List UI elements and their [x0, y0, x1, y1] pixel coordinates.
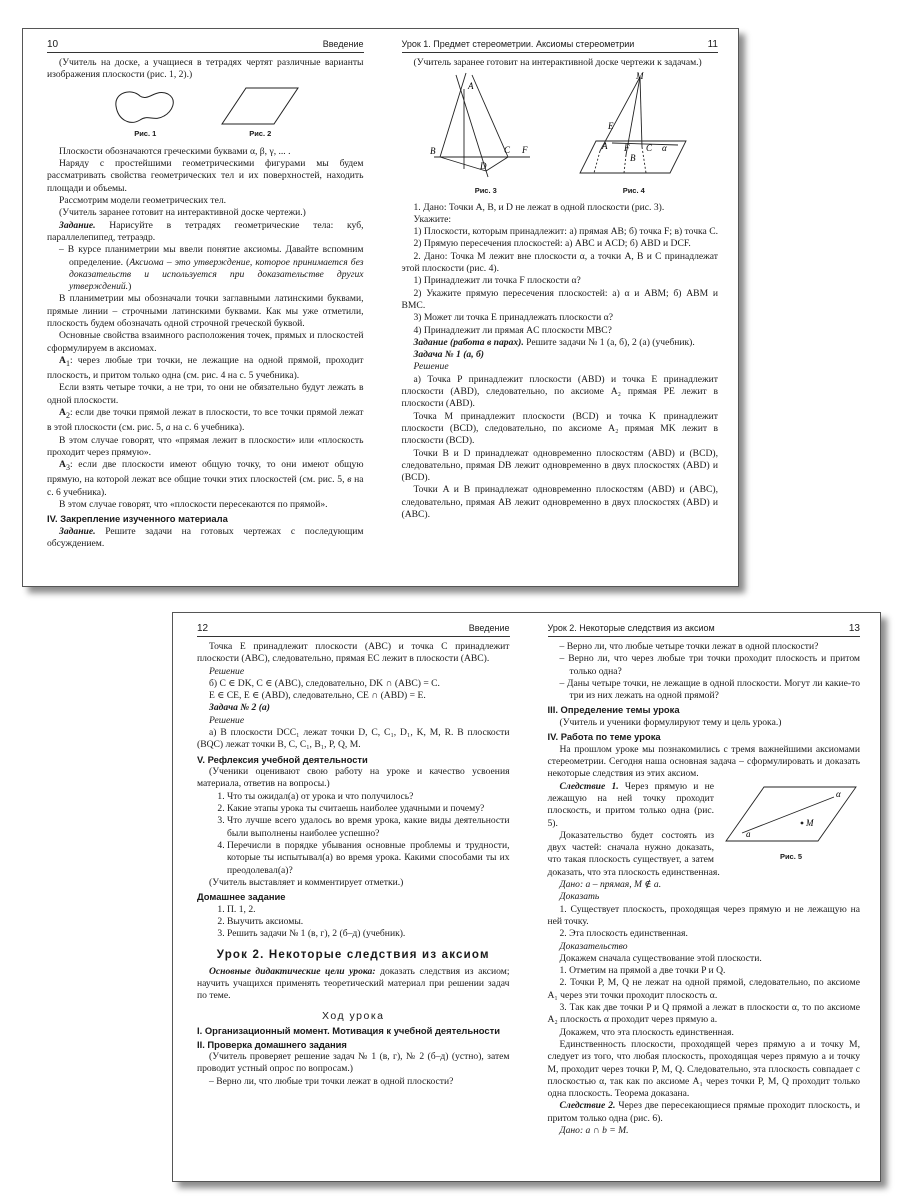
paragraph: 2. Дано: Точка M лежит вне плоскости α, а точки A, B и C принадлежат этой плоскости (рис. 4). [401, 250, 718, 275]
header-title: Урок 1. Предмет стереометрии. Аксиомы стереометрии [401, 39, 635, 49]
paragraph: 4) Принадлежит ли прямая AC плоскости MBC? [413, 324, 612, 336]
paragraph: Точки A и B принадлежат одновременно плоскостям (ABD) и (ABC), следовательно, прямая AB лежит одновременно в двух плоскостях (ABD) и (ABC). [401, 484, 718, 521]
list-item: 1. П. 1, 2. [227, 904, 510, 916]
running-header [197, 623, 510, 637]
paragraph: б) C ∈ DK, C ∈ (ABC), следовательно, DK ∩ (ABC) = C. [209, 677, 440, 689]
svg-text:a: a [746, 828, 751, 839]
svg-text:C: C [503, 145, 510, 156]
paragraph: 2. Эта плоскость единственная. [559, 928, 688, 940]
svg-text:A: A [601, 141, 608, 152]
paragraph: (Учитель выставляет и комментирует отметки.) [209, 876, 404, 888]
page-10 [23, 29, 384, 586]
solution-label: Решение [209, 665, 245, 677]
figure-caption: Рис. 2 [249, 128, 272, 138]
paragraph: 1) Принадлежит ли точка F плоскости α? [413, 275, 581, 287]
plane-and-point-diagram [574, 71, 694, 183]
section-heading: V. Рефлексия учебной деятельности [197, 753, 368, 765]
paragraph: Доказательство будет состоять из двух частей: сначала нужно доказать, что такая плоскость существует, а затем доказать, что эта плоскость единственная. [547, 829, 720, 878]
section-heading: III. Определение темы урока [547, 704, 680, 716]
task-paragraph: Задание. Решите задачи на готовых чертежах с последующим обсуждением. [47, 525, 364, 550]
svg-text:B: B [429, 146, 436, 157]
page-12 [173, 613, 530, 1181]
solution-label: Решение [413, 361, 449, 373]
svg-text:A: A [467, 81, 474, 92]
svg-text:D: D [479, 161, 487, 172]
solution-label: Решение [209, 714, 245, 726]
parallelogram-diagram [220, 86, 300, 126]
paragraph: В планиметрии мы обозначали точки заглавными латинскими буквами, прямые линии – строчными латинскими буквами. Как мы уже отметили, плоскость будем обозначать одной строчной греческой буквой. [47, 293, 364, 330]
paragraph: (Ученики оценивают свою работу на уроке и качество усвоения материала, ответив на вопросы.) [197, 766, 510, 790]
figure-caption: Рис. 1 [134, 128, 157, 138]
figure-row [402, 71, 719, 197]
paragraph: (Учитель заранее готовит на интерактивной доске чертежи к задачам.) [413, 57, 702, 68]
line-and-point-plane-diagram [724, 783, 858, 845]
figure-row [47, 86, 364, 140]
section-heading: IV. Закрепление изученного материала [47, 513, 228, 525]
list-item: 3. Решить задачи № 1 (в, г), 2 (б–д) (учебник). [227, 928, 510, 940]
page-number: 10 [47, 39, 59, 50]
list-item: 4. Перечисли в порядке убывания основные проблемы и трудности, которые ты испытывал(а) во время урока. Какими способами ты их преодолевал(а)? [227, 840, 510, 877]
page-number: 11 [707, 39, 718, 50]
corollary-1: Следствие 1. Через прямую и не лежащую на ней точку проходит плоскость, и притом только одна (рис. 5). [547, 780, 715, 829]
running-header [402, 39, 719, 53]
figure-1 [110, 86, 180, 140]
axiom-2: $A_2$: если две точки прямой лежат в плоскости, то все точки прямой лежат в этой плоскости (см. рис. 5, а на с. 6 учебника). [47, 407, 364, 434]
dialogue-line: – В курсе планиметрии мы ввели понятие аксиомы. Давайте вспомним определение. (Аксиома – это утверждение, которое принимается без доказательств и используется при доказательстве других утверждений.) [59, 244, 364, 293]
list-item: 2. Выучить аксиомы. [227, 916, 510, 928]
given: Дано: a ∩ b = M. [559, 1124, 629, 1136]
svg-text:F: F [521, 145, 528, 156]
paragraph: В этом случае говорят, что «прямая лежит в плоскости» или «плоскость проходит через прямую». [47, 434, 364, 458]
paragraph: (Учитель на доске, а учащиеся в тетрадях чертят различные варианты изображения плоскости (рис. 1, 2).) [47, 57, 364, 81]
svg-text:M: M [635, 71, 644, 82]
book-spread-top [22, 28, 739, 587]
running-header [548, 623, 861, 637]
section-heading: I. Организационный момент. Мотивация к учебной деятельности [197, 1025, 500, 1037]
paragraph: (Учитель проверяет решение задач № 1 (в, г), № 2 (б–д) (устно), затем проводит устный опрос по вопросам.) [197, 1051, 510, 1075]
paragraph: Плоскости обозначаются греческими буквами α, β, γ, ... . [59, 145, 291, 157]
paragraph: 1. Дано: Точки A, B, и D не лежат в одной плоскости (рис. 3). [413, 201, 665, 213]
figure-caption: Рис. 3 [474, 186, 497, 196]
figure-caption: Рис. 4 [622, 186, 645, 196]
header-title: Введение [322, 39, 364, 49]
paragraph: Укажите: [413, 213, 452, 225]
axiom-1: $A_1$: через любые три точки, не лежащие на одной прямой, проходит плоскость, и притом только одна (см. рис. 4 на с. 5 учебника). [47, 354, 364, 382]
paragraph: 3) Может ли точка E принадлежать плоскости α? [413, 312, 613, 324]
section-heading: IV. Работа по теме урока [547, 731, 661, 743]
paragraph: Основные свойства взаимного расположения точек, прямых и плоскостей сформулируем в аксиомах. [47, 330, 364, 354]
proof-label: Доказательство [559, 940, 628, 952]
lesson-title: Урок 2. Некоторые следствия из аксиом [216, 948, 490, 961]
svg-text:F: F [623, 143, 630, 154]
paragraph: а) Точка P принадлежит плоскости (ABD) и точка E принадлежит плоскости (ABD), следовательно, по аксиоме A₂ прямая PE лежит в плоскости (ABD). [401, 373, 718, 410]
paragraph: 2) Укажите прямую пересечения плоскостей: а) α и ABM; б) ABM и BMC. [401, 287, 718, 311]
figure-caption: Рис. 5 [779, 851, 803, 861]
paragraph: Если взять четыре точки, а не три, то они не обязательно будут лежать в одной плоскости. [47, 382, 364, 406]
paragraph: Точка M принадлежит плоскости (BCD) и точка K принадлежит плоскости (BCD), следовательно, по аксиоме A₂ прямая MK лежит в плоскости (BCD). [401, 410, 718, 447]
list-item: 1. Что ты ожидал(а) от урока и что получилось? [227, 791, 510, 803]
given: Дано: a – прямая, M ∉ a. [559, 879, 662, 891]
dialogue-line: – Верно ли, что через любые три точки проходит плоскость и притом только одна? [559, 653, 860, 677]
paragraph: Докажем, что эта плоскость единственная. [559, 1026, 734, 1038]
paragraph: 1) Плоскости, которым принадлежит: а) прямая AB; б) точка F; в) точка C. [413, 226, 718, 238]
problem-title: Задача № 2 (а) [209, 702, 270, 714]
figure-2 [220, 86, 300, 140]
book-spread-bottom [172, 612, 881, 1182]
paragraph: Точки B и D принадлежат одновременно плоскостям (ABD) и (BCD), следовательно, прямая DB лежит одновременно в двух плоскостях (ABD) и (BCD). [401, 447, 718, 484]
homework-list [197, 904, 510, 941]
paragraph: Докажем сначала существование этой плоскости. [559, 952, 762, 964]
dialogue-line: – Верно ли, что любые четыре точки лежат в одной плоскости? [559, 641, 819, 652]
figure-4 [574, 71, 694, 197]
paragraph: а) В плоскости DCC₁ лежат точки D, C, C₁, D₁, K, M, R. В плоскости (BQC) лежат точки B, C, C₁, B₁, P, Q, M. [197, 727, 510, 751]
corollary-2: Следствие 2. Через две пересекающиеся прямые проходит плоскость, и притом только одна (рис. 6). [547, 1100, 861, 1124]
svg-text:α: α [661, 143, 667, 154]
page-number: 12 [197, 623, 209, 634]
svg-text:M: M [806, 817, 814, 828]
page-13 [530, 613, 881, 1181]
header-title: Введение [468, 623, 510, 633]
lesson-flow-title: Ход урока [321, 1009, 385, 1022]
svg-text:B: B [629, 153, 636, 164]
paragraph: Наряду с простейшими геометрическими фигурами мы будем рассматривать свойства геометрических тел и их поверхностей, находить площади и объемы. [47, 158, 364, 194]
paragraph: На прошлом уроке мы познакомились с тремя важнейшими аксиомами стереометрии. Сегодня наша основная задача – сформулировать и доказать некоторые следствия из этих аксиом. [547, 743, 860, 780]
list-item: 3. Что лучше всего удалось во время урока, какие виды деятельности были выполнены наиболее успешно? [227, 815, 510, 840]
page-number: 13 [848, 623, 860, 634]
prove-label: Доказать [559, 891, 600, 903]
paragraph: В этом случае говорят, что «плоскости пересекаются по прямой». [59, 498, 328, 510]
question-list [197, 791, 510, 877]
dialogue-line: – Верно ли, что любые три точки лежат в одной плоскости? [209, 1075, 454, 1087]
figure-5 [722, 783, 860, 864]
paragraph: Рассмотрим модели геометрических тел. [59, 195, 227, 207]
task-paragraph: Задание. Нарисуйте в тетрадях геометрические тела: куб, параллелепипед, тетраэдр. [47, 219, 364, 243]
goals-paragraph: Основные дидактические цели урока: доказать следствия из аксиом; научить учащихся применять теоретический материал при решении задач по теме. [197, 965, 510, 1002]
paragraph: Единственность плоскости, проходящей через прямую a и точку M, следует из того, что любая плоскость, проходящая через прямую a и точку M, проходит через точки P, M, Q. Следовательно, эта плоскость совпадает с плоскостью α, так как по аксиоме A₁ через точки P, M, Q проходит только одна плоскость. Теорема доказана. [547, 1038, 860, 1100]
paragraph: Точка E принадлежит плоскости (ABC) и точка C принадлежит плоскости (ABC), следовательно, прямая EC лежит в плоскости (ABC). [197, 641, 510, 665]
section-heading: II. Проверка домашнего задания [197, 1038, 347, 1050]
paragraph: 3. Так как две точки P и Q прямой a лежат в плоскости α, то по аксиоме A₂ плоскость α проходит через прямую a. [547, 1002, 860, 1026]
plane-blob-diagram [110, 86, 180, 126]
header-title: Урок 2. Некоторые следствия из аксиом [547, 623, 715, 633]
axiom-3: $A_3$: если две плоскости имеют общую точку, то они имеют общую прямую, на которой лежат все общие точки этих плоскостей (см. рис. 5, в на с. 6 учебника). [47, 459, 364, 498]
paragraph: 2. Точки P, M, Q не лежат на одной прямой, следовательно, по аксиоме A₁ через эти точки проходит плоскость α. [547, 977, 860, 1001]
paragraph: E ∈ CE, E ∈ (ABD), следовательно, CE ∩ (ABD) = E. [209, 690, 426, 702]
paragraph: 2) Прямую пересечения плоскостей: а) ABC и ACD; б) ABD и DCF. [413, 238, 691, 250]
triangle-lines-diagram [426, 71, 546, 183]
svg-text:α: α [836, 788, 841, 799]
dialogue-line: – Даны четыре точки, не лежащие в одной плоскости. Могут ли какие-то три из них лежать на одной прямой? [559, 677, 860, 702]
svg-text:E: E [607, 121, 614, 132]
paragraph: (Учитель и ученики формулируют тему и цель урока.) [559, 716, 782, 728]
paragraph: 1. Существует плоскость, проходящая через прямую и не лежащую на ней точку. [547, 903, 860, 927]
list-item: 2. Какие этапы урока ты считаешь наиболее удачными и почему? [227, 803, 510, 815]
paragraph: 1. Отметим на прямой a две точки P и Q. [559, 965, 726, 977]
section-heading: Домашнее задание [197, 891, 286, 903]
page-11 [384, 29, 739, 586]
figure-3 [426, 71, 546, 197]
problem-title: Задача № 1 (а, б) [413, 349, 484, 361]
running-header [47, 39, 364, 53]
svg-text:C: C [645, 143, 652, 154]
task-paragraph: Задание (работа в парах). Решите задачи № 1 (а, б), 2 (а) (учебник). [413, 336, 695, 348]
paragraph: (Учитель заранее готовит на интерактивной доске чертежи.) [59, 207, 306, 219]
